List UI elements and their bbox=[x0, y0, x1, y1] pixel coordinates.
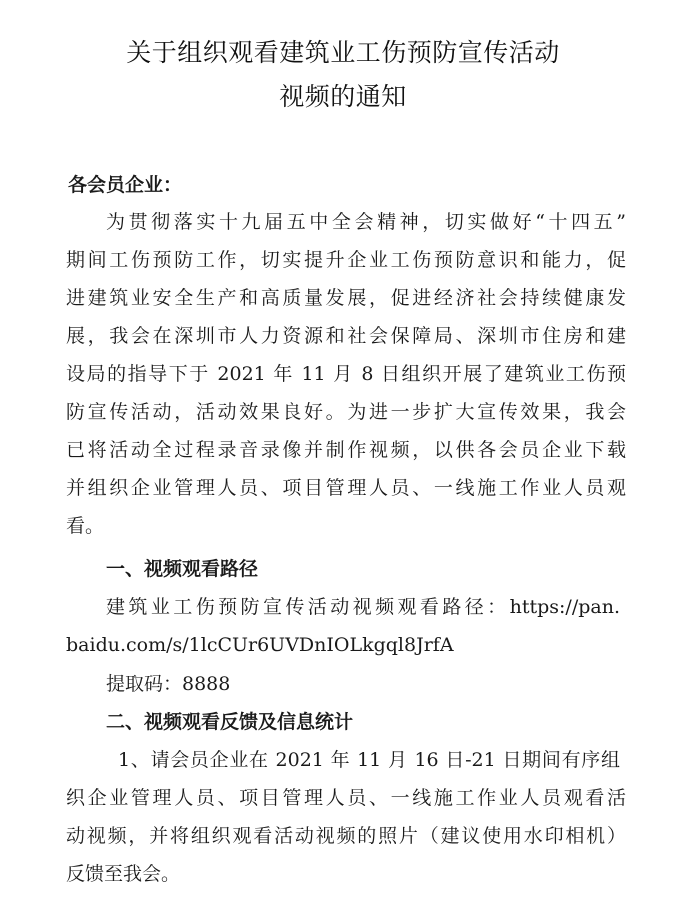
document-title-line-2: 视频的通知 bbox=[279, 82, 407, 111]
section-1-heading: 一、视频观看路径 bbox=[106, 558, 259, 580]
intro-line-4: 展，我会在深圳市人力资源和社会保障局、深圳市住房和建 bbox=[66, 325, 626, 347]
feedback-line-1: 1、请会员企业在 2021 年 11 月 16 日-21 日期间有序组 bbox=[118, 749, 620, 771]
intro-line-9: 看。 bbox=[66, 515, 105, 537]
feedback-line-3: 动视频，并将组织观看活动视频的照片（建议使用水印相机） bbox=[66, 825, 626, 847]
extraction-code: 提取码：8888 bbox=[106, 673, 231, 695]
section-2-heading: 二、视频观看反馈及信息统计 bbox=[106, 711, 354, 733]
intro-line-8: 并组织企业管理人员、项目管理人员、一线施工作业人员观 bbox=[66, 477, 626, 499]
salutation: 各会员企业： bbox=[68, 174, 183, 196]
intro-line-5: 设局的指导下于 2021 年 11 月 8 日组织开展了建筑业工伤预 bbox=[66, 363, 626, 385]
feedback-line-2: 织企业管理人员、项目管理人员、一线施工作业人员观看活 bbox=[66, 787, 626, 809]
feedback-line-4: 反馈至我会。 bbox=[66, 863, 181, 885]
intro-line-1: 为贯彻落实十九届五中全会精神，切实做好“十四五” bbox=[106, 211, 626, 233]
video-path-line-1: 建筑业工伤预防宣传活动视频观看路径：https://pan. bbox=[106, 596, 620, 618]
intro-line-7: 已将活动全过程录音录像并制作视频，以供各会员企业下载 bbox=[66, 439, 626, 461]
video-path-line-2: baidu.com/s/1lcCUr6UVDnIOLkgql8JrfA bbox=[66, 634, 454, 656]
intro-line-2: 期间工伤预防工作，切实提升企业工伤预防意识和能力，促 bbox=[66, 249, 626, 271]
intro-line-3: 进建筑业安全生产和高质量发展，促进经济社会持续健康发 bbox=[66, 287, 626, 309]
document-title-line-1: 关于组织观看建筑业工伤预防宣传活动 bbox=[126, 38, 560, 67]
intro-line-6: 防宣传活动，活动效果良好。为进一步扩大宣传效果，我会 bbox=[66, 401, 626, 423]
